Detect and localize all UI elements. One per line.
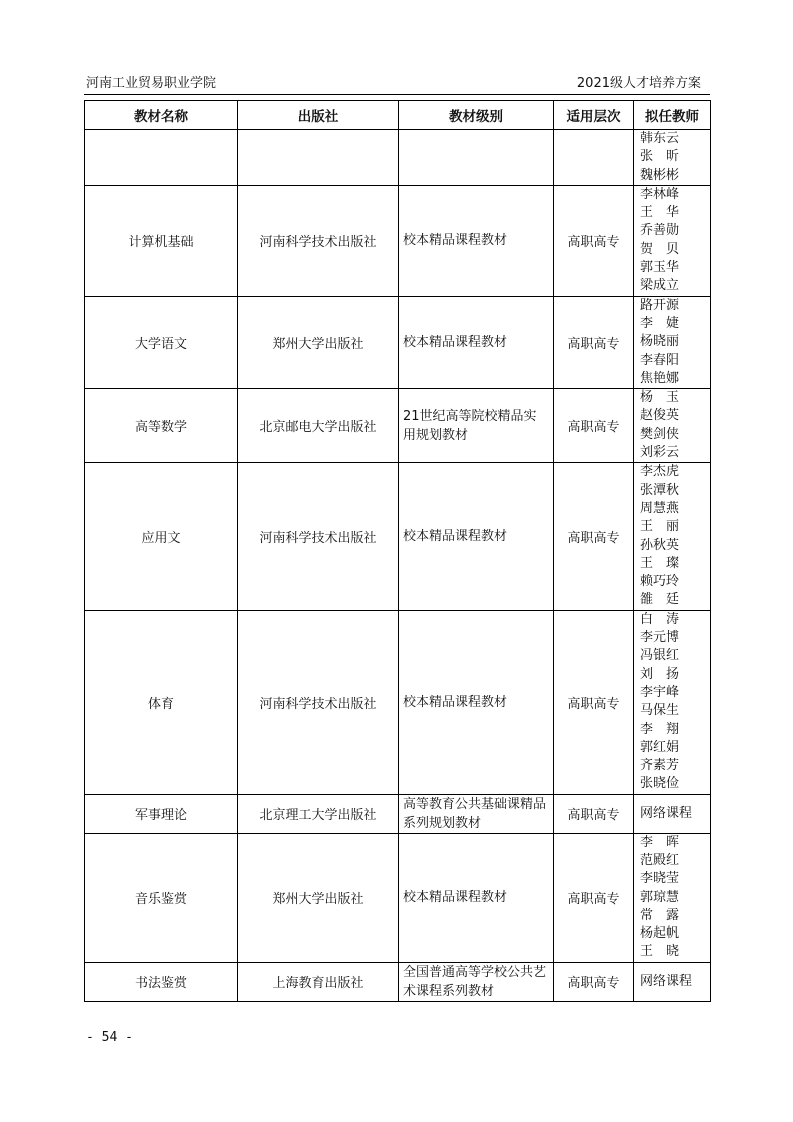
publisher-cell	[238, 130, 399, 186]
teacher-name: 马保生	[640, 703, 680, 719]
teacher-name: 网络课程	[640, 973, 693, 989]
applicable-level-cell: 高职高专	[554, 185, 634, 296]
teachers-cell	[634, 794, 711, 833]
teacher-name: 李 翔	[640, 721, 680, 737]
textbook-name-cell: 书法鉴赏	[85, 962, 238, 1001]
teacher-name: 范殿红	[640, 852, 680, 868]
textbook-name-cell: 计算机基础	[85, 185, 238, 296]
table-row	[85, 962, 711, 1001]
table-row	[85, 389, 711, 463]
teacher-name: 李 婕	[640, 315, 680, 331]
teacher-name: 梁成立	[640, 278, 680, 294]
teacher-name: 刘彩云	[640, 445, 680, 461]
textbook-name-cell: 高等数学	[85, 389, 238, 463]
textbook-name-cell	[85, 130, 238, 186]
teacher-name: 张潭秋	[640, 482, 680, 498]
teacher-name: 孙秋英	[640, 537, 680, 553]
teacher-name: 樊剑侠	[640, 426, 680, 442]
textbook-level-cell	[399, 130, 554, 186]
publisher-cell: 河南科学技术出版社	[238, 463, 399, 610]
teacher-name: 张 昕	[640, 149, 680, 165]
textbook-level-cell: 高等教育公共基础课精品系列规划教材	[399, 794, 554, 833]
textbook-level-cell: 校本精品课程教材	[399, 296, 554, 388]
textbook-name-cell: 军事理论	[85, 794, 238, 833]
teacher-name: 贺 贝	[640, 241, 680, 257]
teacher-name: 赖巧玲	[640, 574, 680, 590]
textbook-table	[84, 100, 711, 1002]
teacher-name: 王 华	[640, 205, 680, 221]
publisher-cell: 北京邮电大学出版社	[238, 389, 399, 463]
applicable-level-cell	[554, 130, 634, 186]
teacher-name: 李宇峰	[640, 684, 680, 700]
applicable-level-cell: 高职高专	[554, 463, 634, 610]
column-header: 拟任教师	[634, 101, 711, 130]
table-row	[85, 130, 711, 186]
applicable-level-cell: 高职高专	[554, 794, 634, 833]
teacher-name: 冯银红	[640, 648, 680, 664]
teacher-name: 杨晓丽	[640, 334, 680, 350]
publisher-cell: 河南科学技术出版社	[238, 185, 399, 296]
teacher-name: 焦艳娜	[640, 370, 680, 386]
teacher-name: 郭红娟	[640, 739, 680, 755]
teacher-name: 魏彬彬	[640, 167, 680, 183]
applicable-level-cell: 高职高专	[554, 610, 634, 794]
textbook-level-cell: 校本精品课程教材	[399, 610, 554, 794]
teacher-name: 李 晖	[640, 834, 680, 850]
publisher-cell: 上海教育出版社	[238, 962, 399, 1001]
header-plan-title: 2021级人才培养方案	[576, 76, 701, 91]
applicable-level-cell: 高职高专	[554, 389, 634, 463]
teacher-name: 周慧燕	[640, 500, 680, 516]
teacher-name: 白 涛	[640, 611, 680, 627]
table-header-row	[85, 101, 711, 130]
teachers-cell	[634, 130, 711, 186]
teacher-name: 王 晓	[640, 944, 680, 960]
table-row	[85, 463, 711, 610]
textbook-name-cell: 体育	[85, 610, 238, 794]
textbook-level-cell: 全国普通高等学校公共艺术课程系列教材	[399, 962, 554, 1001]
header-rule	[84, 94, 710, 95]
textbook-level-cell: 校本精品课程教材	[399, 833, 554, 962]
teacher-name: 路开源	[640, 297, 680, 313]
teachers-cell	[634, 296, 711, 388]
applicable-level-cell: 高职高专	[554, 962, 634, 1001]
teachers-cell	[634, 610, 711, 794]
teacher-name: 杨 玉	[640, 390, 680, 406]
teacher-name: 刘 扬	[640, 666, 680, 682]
table-row	[85, 794, 711, 833]
teachers-cell	[634, 962, 711, 1001]
teacher-name: 李林峰	[640, 186, 680, 202]
column-header: 教材级别	[399, 101, 554, 130]
teacher-name: 李春阳	[640, 352, 680, 368]
column-header: 适用层次	[554, 101, 634, 130]
publisher-cell: 河南科学技术出版社	[238, 610, 399, 794]
textbook-name-cell: 大学语文	[85, 296, 238, 388]
teacher-name: 李元博	[640, 630, 680, 646]
page-number: - 54 -	[86, 1030, 133, 1045]
teacher-name: 李晓莹	[640, 871, 680, 887]
teacher-name: 齐素芳	[640, 758, 680, 774]
teacher-name: 李杰虎	[640, 464, 680, 480]
publisher-cell: 郑州大学出版社	[238, 833, 399, 962]
applicable-level-cell: 高职高专	[554, 833, 634, 962]
teacher-name: 郭玉华	[640, 260, 680, 276]
teacher-name: 张晓俭	[640, 776, 680, 792]
column-header: 出版社	[238, 101, 399, 130]
teachers-cell	[634, 185, 711, 296]
teacher-name: 赵俊英	[640, 408, 680, 424]
teacher-name: 网络课程	[640, 805, 693, 821]
table-body	[85, 130, 711, 1002]
teacher-name: 王 丽	[640, 519, 680, 535]
textbook-level-cell: 校本精品课程教材	[399, 463, 554, 610]
teacher-name: 雒 廷	[640, 592, 680, 608]
column-header: 教材名称	[85, 101, 238, 130]
teacher-name: 郭琼慧	[640, 889, 680, 905]
publisher-cell: 郑州大学出版社	[238, 296, 399, 388]
teacher-name: 杨起帆	[640, 926, 680, 942]
publisher-cell: 北京理工大学出版社	[238, 794, 399, 833]
teacher-name: 常 露	[640, 907, 680, 923]
teacher-name: 王 璨	[640, 555, 680, 571]
teachers-cell	[634, 463, 711, 610]
teacher-name: 韩东云	[640, 131, 680, 146]
teachers-cell	[634, 833, 711, 962]
textbook-name-cell: 应用文	[85, 463, 238, 610]
teacher-name: 乔善勋	[640, 223, 680, 239]
table-row	[85, 610, 711, 794]
teachers-cell	[634, 389, 711, 463]
table-row	[85, 185, 711, 296]
table-row	[85, 296, 711, 388]
textbook-level-cell: 21世纪高等院校精品实用规划教材	[399, 389, 554, 463]
table-row	[85, 833, 711, 962]
textbook-level-cell: 校本精品课程教材	[399, 185, 554, 296]
textbook-name-cell: 音乐鉴赏	[85, 833, 238, 962]
applicable-level-cell: 高职高专	[554, 296, 634, 388]
header-school-name: 河南工业贸易职业学院	[86, 76, 217, 91]
